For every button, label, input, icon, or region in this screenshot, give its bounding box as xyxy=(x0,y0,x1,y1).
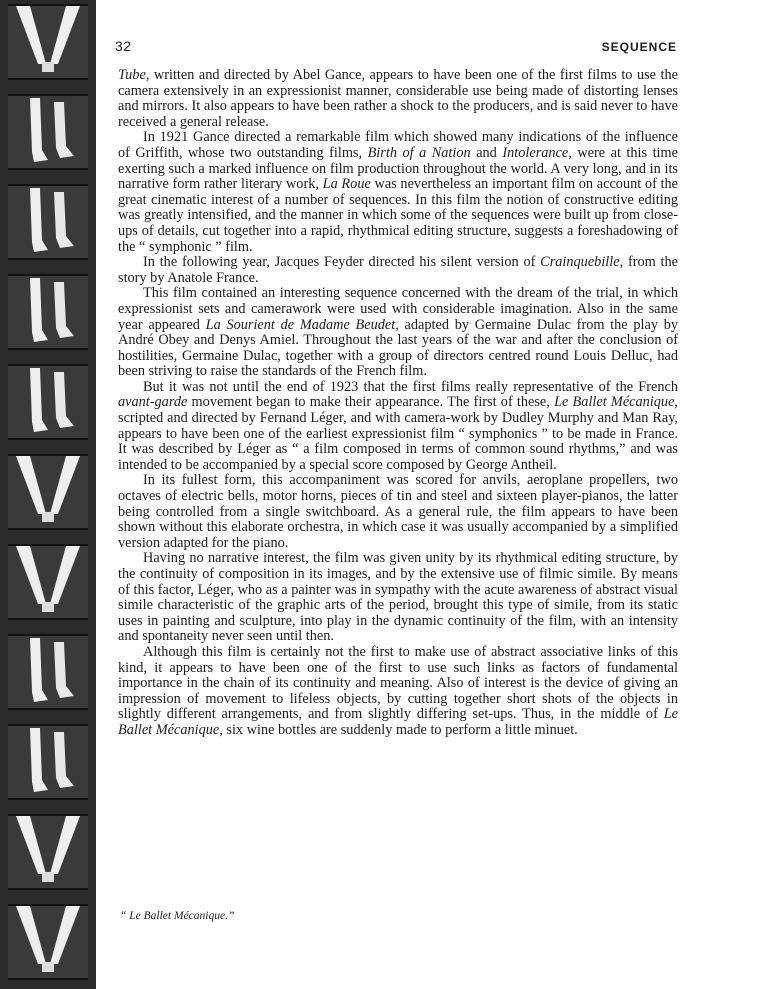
filmstrip-image xyxy=(0,0,96,989)
paragraph xyxy=(118,255,678,286)
text-run: In its fullest form, this accompaniment was scored for anvils, aeroplane propellers, two octaves of electric bells, motor horns, pieces of tin and steel and sixteen player-pianos, the latter being controlled from a single switchboard. As a general rule, the film appears to have been shown without this elaborate orchestra, in which case it was usually accompanied by a simplified version adapted for the piano. xyxy=(118,472,678,551)
film-frame xyxy=(8,364,88,440)
italic-title: Tube xyxy=(118,67,146,83)
paragraph xyxy=(118,286,678,380)
text-run: This film contained an interesting sequence concerned with the dream of the trial, in which expressionist sets and camerawork were used with considerable imagination. Also in the same year appeared xyxy=(118,285,678,333)
text-run: , were at this time exerting such a marked influence on film production throughout the world. A very long, and in its narrative form rather literary work, xyxy=(118,144,678,193)
film-frame xyxy=(8,94,88,170)
italic-title: avant-garde xyxy=(118,394,188,411)
paragraph xyxy=(118,551,678,645)
film-frame xyxy=(8,904,88,980)
running-title: SEQUENCE xyxy=(601,40,677,54)
text-run: , scripted and directed by Fernand Léger, and with camera-work by Dudley Murphy and Man Ray, appears to have been one of the earliest expressionist film “ symphonics ” to be made in France. It was described by Léger as “ a film composed in terms of common sound rhythms,” and was intended to be accompanied by a special score composed by George Antheil. xyxy=(118,394,678,473)
italic-title: Le Ballet Mécanique xyxy=(554,394,675,411)
text-run: But it was not until the end of 1923 that the first films really representative of the French xyxy=(143,378,678,395)
film-frame xyxy=(8,4,88,80)
film-frame xyxy=(8,274,88,350)
text-run: , from the story by Anatole France. xyxy=(118,254,678,286)
text-run: , adapted by Germaine Dulac from the play by André Obey and Denys Amiel. Throughout the last years of the war and after the conclusion of hostilities, Germaine Dulac, together with a group of directors centred round Louis Delluc, had been striving to raise the standards of the French film. xyxy=(118,316,678,380)
italic-title: Le Ballet Mécanique xyxy=(118,706,678,738)
text-run: Although this film is certainly not the first to make use of abstract associative links of this kind, it appears to have been one of the first to use such links as factors of fundamental importance in the chain of its continuity and meaning. Also of interest is the device of giving an impression of movement to lifeless objects, by cutting together short shots of the objects in slightly different arrangements, and from slightly differing set-ups. Thus, in the middle of xyxy=(118,643,678,723)
paragraph xyxy=(118,68,678,130)
italic-title: Birth of a Nation xyxy=(367,144,471,161)
text-run: In 1921 Gance directed a remarkable film which showed many indications of the influence of Griffith, whose two outstanding films, xyxy=(118,129,678,161)
italic-title: La Roue xyxy=(322,176,371,193)
page-number: 32 xyxy=(115,38,132,54)
text-run: and xyxy=(470,144,503,161)
figure-caption: “ Le Ballet Mécanique.” xyxy=(120,910,235,922)
text-run: , six wine bottles are suddenly made to perform a little minuet. xyxy=(219,721,578,738)
article-body xyxy=(118,68,678,739)
paragraph xyxy=(118,380,678,474)
film-frame xyxy=(8,814,88,890)
film-frame xyxy=(8,634,88,710)
italic-title: Crainquebille xyxy=(540,254,620,271)
film-frame xyxy=(8,544,88,620)
paragraph xyxy=(118,473,678,551)
paragraph xyxy=(118,130,678,255)
film-frame xyxy=(8,454,88,530)
text-run: In the following year, Jacques Feyder directed his silent version of xyxy=(143,254,541,271)
italic-title: Intolerance xyxy=(502,144,569,161)
text-run: , written and directed by Abel Gance, appears to have been one of the first films to use the camera extensively in an expressionist manner, considerable use being made of distorting lenses and mirrors. It also appears to have been rather a shock to the producers, and is said never to have received a general release. xyxy=(118,67,678,130)
italic-title: La Sourient de Madame Beudet xyxy=(205,316,396,333)
paragraph xyxy=(118,645,678,739)
film-frame xyxy=(8,184,88,260)
text-run: movement began to make their appearance. The first of these, xyxy=(187,394,555,411)
film-frame xyxy=(8,724,88,800)
text-run: was nevertheless an important film on account of the great cinematic interest of a number of sequences. In this film the notion of constructive editing was greatly intensified, and the manner in which some of the sequences were built up from close-ups of details, cut together into a rapid, rhythmical editing structure, suggests a foreshadowing of the “ symphonic ” film. xyxy=(118,176,678,255)
text-run: Having no narrative interest, the film was given unity by its rhythmical editing structure, by the continuity of composition in its images, and by the extensive use of filmic simile. By means of this factor, Léger, who as a painter was in sympathy with the acute awareness of abstract visual simile characteristic of the graphic arts of the period, brought this type of simile, from its static uses in painting and sculpture, into play in the dynamic continuity of the film, with an intensity and spontaneity never seen until then. xyxy=(118,550,678,645)
